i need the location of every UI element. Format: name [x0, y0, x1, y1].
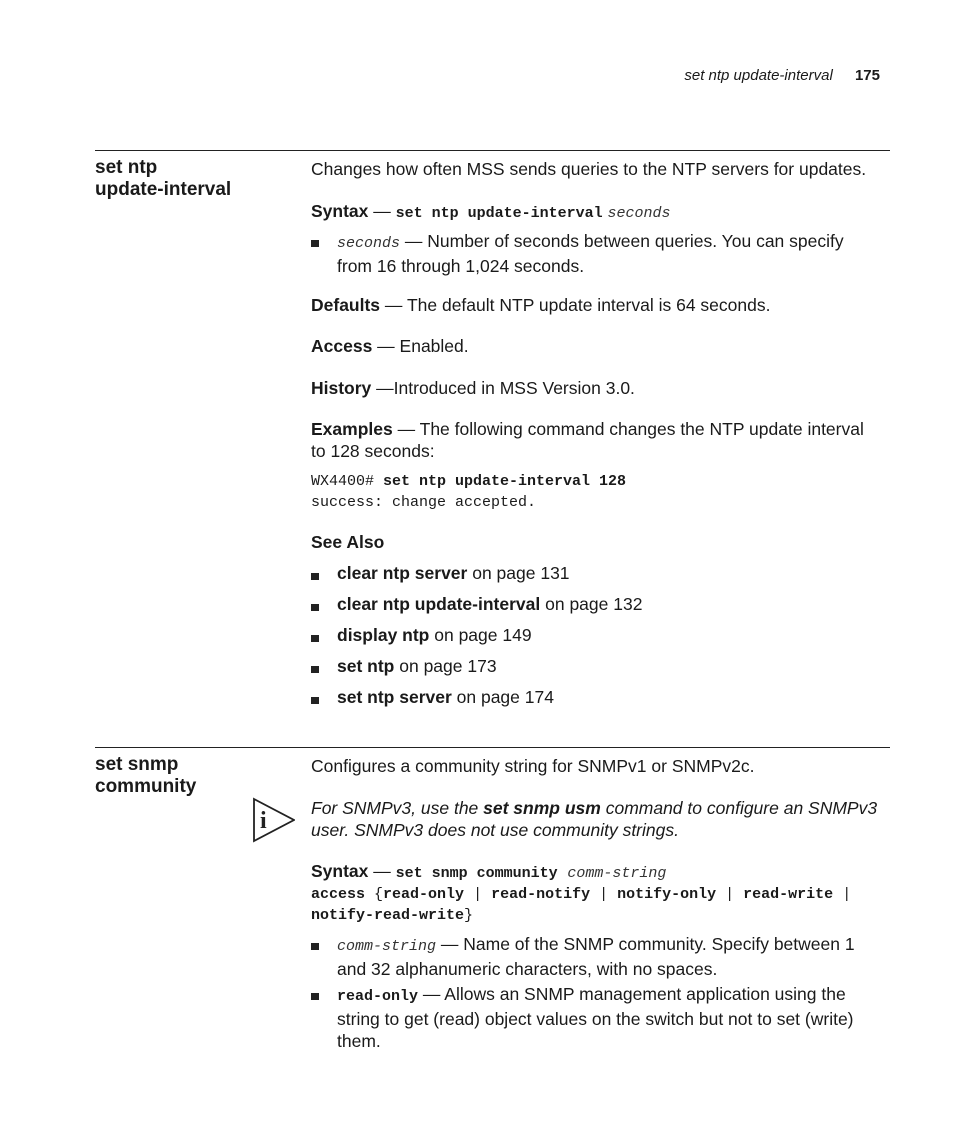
see-also-link[interactable]: clear ntp server — [337, 563, 468, 583]
syntax-options-line — [311, 884, 890, 906]
note-text — [311, 797, 890, 841]
section-title-set-ntp-update-interval — [95, 157, 295, 201]
access-label: Access — [311, 336, 373, 356]
see-also-link[interactable]: clear ntp update-interval — [337, 594, 541, 614]
see-also-item[interactable] — [337, 624, 890, 646]
bullet-icon — [311, 635, 319, 642]
parameter-name: read-only — [337, 988, 419, 1005]
bullet-icon — [311, 993, 319, 1000]
examples-text: to 128 seconds: — [311, 441, 435, 461]
parameter-item — [337, 230, 890, 277]
example-code-block — [311, 471, 890, 513]
defaults-label: Defaults — [311, 295, 381, 315]
example-prompt: WX4400# — [311, 473, 384, 490]
section-title-line: update-interval — [95, 179, 232, 200]
section-title-line: set ntp — [95, 157, 158, 178]
option-read-write: read-write — [743, 886, 834, 903]
parameter-name: comm-string — [337, 938, 437, 955]
option-notify-read-write: notify-read-write — [311, 907, 465, 924]
syntax-line — [311, 200, 890, 225]
bullet-icon — [311, 604, 319, 611]
section-description: Changes how often MSS sends queries to the NTP servers for updates. — [311, 159, 867, 179]
parameter-item — [337, 933, 890, 980]
parameter-item — [337, 983, 890, 1052]
see-also-page-ref: on page 149 — [429, 625, 532, 645]
svg-text:i: i — [260, 808, 267, 834]
note-text-pre: For SNMPv3, use the — [311, 798, 484, 818]
parameter-name: seconds — [337, 235, 401, 252]
syntax-options-line — [311, 905, 890, 927]
section-title-line: set snmp — [95, 754, 179, 775]
parameter-desc: and 32 alphanumeric characters, with no spaces. — [337, 959, 718, 979]
section-description: Configures a community string for SNMPv1 or SNMPv2c. — [311, 756, 755, 776]
brace-close: } — [464, 907, 474, 924]
syntax-argument: seconds — [607, 205, 671, 222]
see-also-page-ref: on page 174 — [451, 687, 554, 707]
syntax-command: set snmp community — [395, 865, 558, 882]
note-command: set snmp usm — [483, 798, 601, 818]
see-also-item[interactable] — [337, 686, 890, 708]
syntax-label: Syntax — [311, 861, 369, 881]
section-divider — [95, 150, 890, 151]
brace-open: { — [374, 886, 384, 903]
access-text: — Enabled. — [372, 336, 469, 356]
see-also-page-ref: on page 131 — [467, 563, 570, 583]
section-divider — [95, 747, 890, 748]
option-notify-only: notify-only — [617, 886, 717, 903]
history-label: History — [311, 378, 372, 398]
example-command-line — [311, 471, 890, 492]
see-also-item[interactable] — [337, 593, 890, 615]
section-title-set-snmp-community — [95, 754, 295, 798]
syntax-command: set ntp update-interval — [395, 205, 603, 222]
parameter-desc: string to get (read) object values on the switch but not to set (write) — [337, 1009, 854, 1029]
example-command: set ntp update-interval 128 — [383, 473, 627, 490]
parameter-desc: them. — [337, 1031, 381, 1051]
bullet-icon — [311, 240, 319, 247]
option-read-notify: read-notify — [491, 886, 591, 903]
history-line — [311, 377, 890, 399]
see-also-item[interactable] — [337, 655, 890, 677]
see-also-link[interactable]: set ntp — [337, 656, 395, 676]
separator: | — [716, 886, 744, 903]
option-read-only: read-only — [383, 886, 465, 903]
parameter-desc: — Name of the SNMP community. Specify between 1 — [436, 934, 855, 954]
defaults-text: — The default NTP update interval is 64 seconds. — [380, 295, 771, 315]
separator: | — [590, 886, 618, 903]
running-header — [684, 67, 880, 84]
defaults-line — [311, 294, 890, 316]
running-title: set ntp update-interval — [684, 67, 833, 84]
example-output: success: change accepted. — [311, 494, 537, 511]
bullet-icon — [311, 573, 319, 580]
see-also-page-ref: on page 173 — [394, 656, 497, 676]
access-keyword: access — [311, 886, 366, 903]
note-text-post: command to configure an SNMPv3 — [600, 798, 878, 818]
examples-label: Examples — [311, 419, 393, 439]
history-text: —Introduced in MSS Version 3.0. — [371, 378, 635, 398]
see-also-item[interactable] — [337, 562, 890, 584]
see-also-page-ref: on page 132 — [540, 594, 643, 614]
dash: — — [368, 201, 396, 221]
section-title-line: community — [95, 776, 197, 797]
parameter-desc: from 16 through 1,024 seconds. — [337, 256, 585, 276]
examples-paragraph — [311, 418, 890, 462]
see-also-heading: See Also — [311, 532, 385, 552]
access-line — [311, 335, 890, 357]
bullet-icon — [311, 666, 319, 673]
bullet-icon — [311, 943, 319, 950]
bullet-icon — [311, 697, 319, 704]
syntax-label: Syntax — [311, 201, 369, 221]
see-also-link[interactable]: set ntp server — [337, 687, 452, 707]
syntax-argument: comm-string — [567, 865, 667, 882]
info-note-icon — [253, 797, 295, 843]
syntax-line — [311, 860, 890, 885]
parameter-desc: — Number of seconds between queries. You can specify — [400, 231, 844, 251]
page-number: 175 — [854, 67, 880, 84]
parameter-desc: — Allows an SNMP management application using the — [418, 984, 846, 1004]
see-also-link[interactable]: display ntp — [337, 625, 430, 645]
note-text-line2: user. SNMPv3 does not use community strings. — [311, 820, 679, 840]
separator: | — [833, 886, 852, 903]
dash: — — [368, 861, 396, 881]
examples-text: — The following command changes the NTP update interval — [392, 419, 864, 439]
separator: | — [464, 886, 492, 903]
